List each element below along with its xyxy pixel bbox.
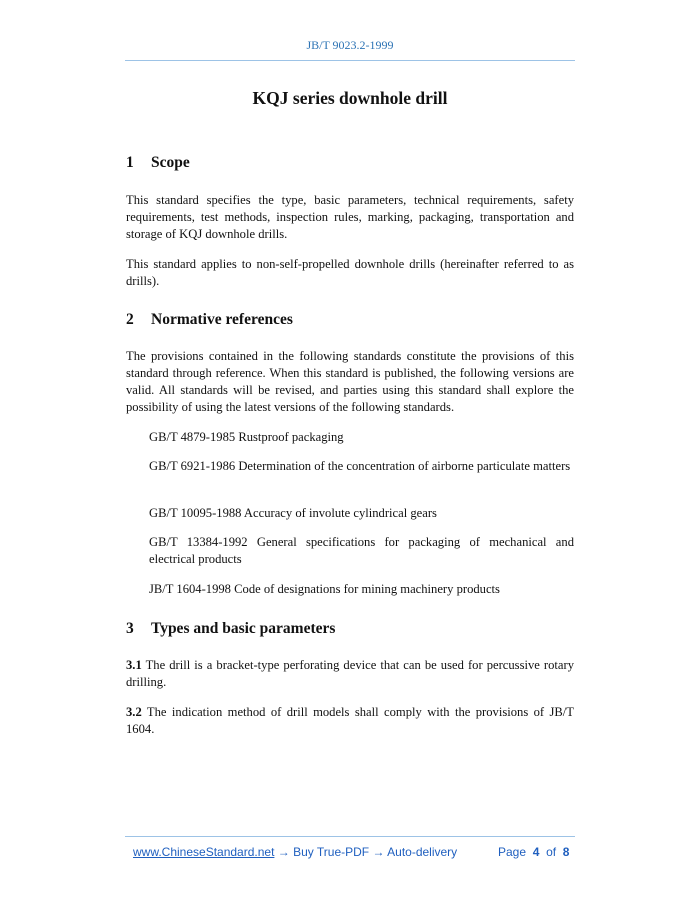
footer-links <box>133 845 457 859</box>
clause-text: The indication method of drill models shall comply with the provisions of JB/T 1604. <box>126 705 575 736</box>
of-label: of <box>546 845 557 859</box>
section-heading <box>126 620 335 638</box>
section-heading <box>126 311 293 329</box>
paragraph: This standard applies to non-self-propelled downhole drills (hereinafter referred to as drills). <box>126 257 574 288</box>
paragraph: The provisions contained in the following standards constitute the provisions of this standard through reference. When this standard is published, the following versions are valid. All standards will be revised, and parties using this standard shall explore the possibility of using the latest versions of the following standards. <box>126 349 574 414</box>
clause <box>126 704 574 738</box>
clause <box>126 657 574 691</box>
page-indicator <box>498 845 569 859</box>
section-title: Normative references <box>151 311 293 328</box>
page-label: Page <box>498 845 527 859</box>
reference-item: GB/T 4879-1985 Rustproof packaging <box>149 430 344 444</box>
paragraph: This standard specifies the type, basic parameters, technical requirements, safety requirements, test methods, inspection rules, marking, packaging, transportation and storage of KQJ downhole drills. <box>126 193 574 241</box>
document-title: KQJ series downhole drill <box>252 88 448 108</box>
buy-pdf-text: → Buy True-PDF <box>277 845 370 859</box>
reference-item: GB/T 10095-1988 Accuracy of involute cylindrical gears <box>149 506 437 520</box>
page-number: 4 <box>532 845 540 859</box>
header-doc-id: JB/T 9023.2-1999 <box>306 38 394 52</box>
footer-rule <box>125 836 575 837</box>
section-heading <box>126 154 190 172</box>
section-number: 2 <box>126 311 134 328</box>
website-link[interactable]: www.ChineseStandard.net <box>133 845 275 859</box>
section-number: 1 <box>126 154 134 171</box>
section-title: Scope <box>151 154 190 171</box>
clause-text: The drill is a bracket-type perforating device that can be used for percussive rotary drilling. <box>126 658 575 689</box>
page-total: 8 <box>562 845 570 859</box>
reference-item: GB/T 13384-1992 General specifications for packaging of mechanical and electrical products <box>149 535 574 566</box>
reference-item: GB/T 6921-1986 Determination of the concentration of airborne particulate matters <box>149 459 571 473</box>
section-title: Types and basic parameters <box>151 620 336 637</box>
reference-item: JB/T 1604-1998 Code of designations for mining machinery products <box>149 582 500 596</box>
clause-number: 3.2 <box>126 705 142 719</box>
clause-number: 3.1 <box>126 658 142 672</box>
header-rule <box>125 60 575 61</box>
auto-delivery-text: → Auto-delivery <box>372 845 458 859</box>
section-number: 3 <box>126 620 134 637</box>
